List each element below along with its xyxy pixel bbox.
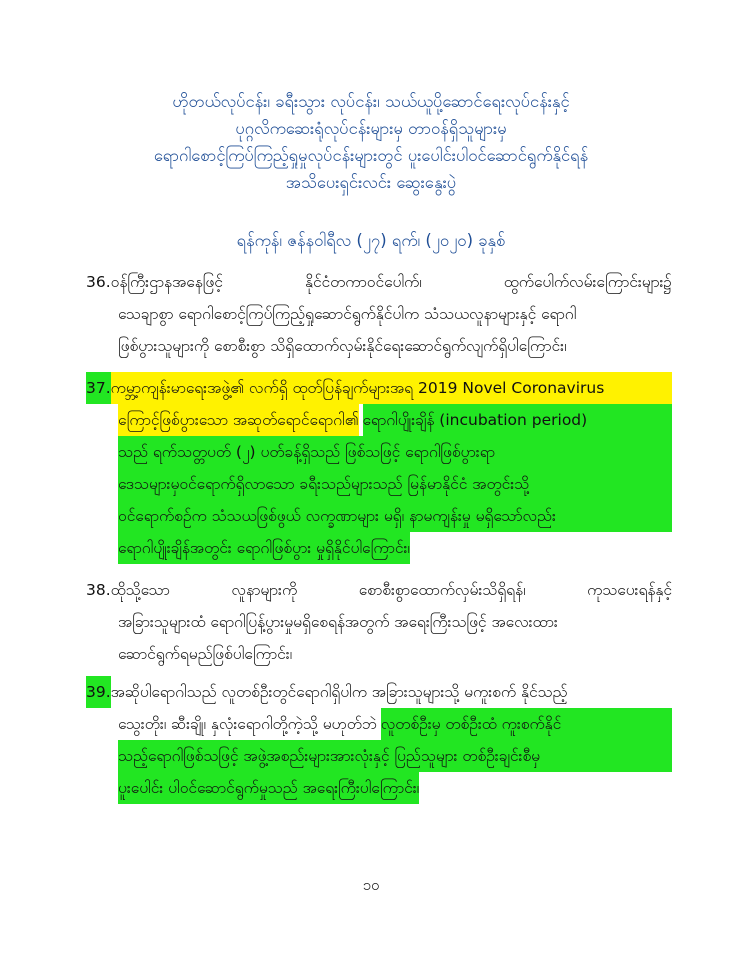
p36-line-1: [86, 266, 672, 298]
p37-line-1-text: ကမ္ဘာ့ကျန်းမာရေးအဖွဲ့၏ လက်ရှိ ထုတ်ပြန်ချက်များအရ 2019 Novel Coronavirus: [111, 372, 672, 404]
p37-line-2a: ကြောင့်ဖြစ်ပွားသော အဆုတ်ရောင်ရောဂါ၏: [118, 404, 359, 436]
paragraph-36: [86, 266, 672, 362]
p37-line-3: သည် ရက်သတ္တပတ် (၂) ပတ်ခန့်ရှိသည် ဖြစ်သဖြင့် ရောဂါဖြစ်ပွားရာ: [86, 436, 672, 468]
p39-number: 39.: [86, 676, 111, 708]
paragraph-38: [86, 574, 672, 670]
p36-line-2: သေချာစွာ ရောဂါစောင့်ကြပ်ကြည့်ရှုဆောင်ရွက်နိုင်ပါက သံသယလူနာများနှင့် ရောဂါ: [118, 305, 577, 323]
p37-line-4: ဒေသများမှဝင်ရောက်ရှိလာသော ခရီးသည်များသည် မြန်မာနိုင်ငံ အတွင်းသို့: [86, 468, 672, 500]
title-line-3: ရောဂါစောင့်ကြပ်ကြည့်ရှုမှုလုပ်ငန်းများတွင် ပူးပေါင်းပါဝင်ဆောင်ရွက်နိုင်ရန်: [153, 146, 589, 165]
p39-line-1: 39. အဆိုပါရောဂါသည် လူတစ်ဦးတွင်ရောဂါရှိပါက အခြားသူများသို့ မကူးစက် နိုင်သည့်: [86, 676, 672, 708]
paragraph-39: [86, 676, 672, 804]
p37-line-1: [86, 372, 672, 404]
paragraph-37: [86, 372, 672, 564]
p38-line-1: 38.ထိုသို့သော လူနာများကို စောစီးစွာထောက်လှမ်းသိရှိရန်၊ ကုသပေးရန်နှင့်: [86, 581, 672, 599]
p36-line-1b: နိုင်ငံတကာဝင်ပေါက်၊: [304, 273, 422, 291]
p37-number: 37.: [86, 372, 111, 404]
p37-line-2b: ရောဂါပျိုးချိန် (incubation period): [363, 404, 673, 436]
p36-line-3: ဖြစ်ပွားသူများကို စောစီးစွာ သိရှိထောက်လှမ်းနိုင်ရေးဆောင်ရွက်လျက်ရှိပါကြောင်း၊: [118, 337, 567, 355]
title-line-2: ပုဂ္ဂလိကဆေးရုံလုပ်ငန်းများမှ တာဝန်ရှိသူများမှ: [235, 119, 507, 138]
title-line-1: ဟိုတယ်လုပ်ငန်း၊ ခရီးသွား လုပ်ငန်း၊ သယ်ယူပို့ဆောင်ရေးလုပ်ငန်းနှင့်: [172, 92, 570, 111]
document-title: [70, 88, 672, 196]
p39-line-2: သွေးတိုး၊ ဆီးချို၊ နှလုံးရောဂါတို့ကဲ့သို့ မဟုတ်ဘဲ လူတစ်ဦးမှ တစ်ဦးထံ ကူးစက်နိုင်: [86, 708, 672, 740]
p38-line-3: ဆောင်ရွက်ရမည်ဖြစ်ပါကြောင်း၊: [118, 645, 293, 663]
page-number: ၁၀: [362, 876, 380, 894]
date-line: ရန်ကုန်၊ ဇန်နဝါရီလ (၂၇) ရက်၊ (၂၀၂၀) ခုနှစ်: [236, 231, 506, 250]
p37-line-6: ရောဂါပျိုးချိန်အတွင်း ရောဂါဖြစ်ပွား မှုရှိနိုင်ပါကြောင်း၊: [86, 532, 672, 564]
p39-line-3: သည့်ရောဂါဖြစ်သဖြင့် အဖွဲ့အစည်းများအားလုံးနှင့် ပြည်သူများ တစ်ဦးချင်းစီမှ: [86, 740, 672, 772]
title-line-4: အသိပေးရှင်းလင်း ဆွေးနွေးပွဲ: [285, 173, 457, 192]
p36-line-1c: ထွက်ပေါက်လမ်းကြောင်းများ၌: [503, 273, 672, 291]
p37-line-5: ဝင်ရောက်စဉ်က သံသယဖြစ်ဖွယ် လက္ခဏာများ မရှိ၊ နာမကျန်းမှု မရှိသော်လည်း: [86, 500, 672, 532]
p39-line-4: ပူးပေါင်း ပါဝင်ဆောင်ရွက်မှုသည် အရေးကြီးပါကြောင်း၊: [86, 772, 672, 804]
p38-line-2: အခြားသူများထံ ရောဂါပြန့်ပွားမှုမရှိစေရန်အတွက် အရေးကြီးသဖြင့် အလေးထား: [118, 613, 558, 631]
p37-line-2: [86, 404, 672, 436]
p36-line-1a: 36.ဝန်ကြီးဌာနအနေဖြင့်: [86, 273, 223, 291]
